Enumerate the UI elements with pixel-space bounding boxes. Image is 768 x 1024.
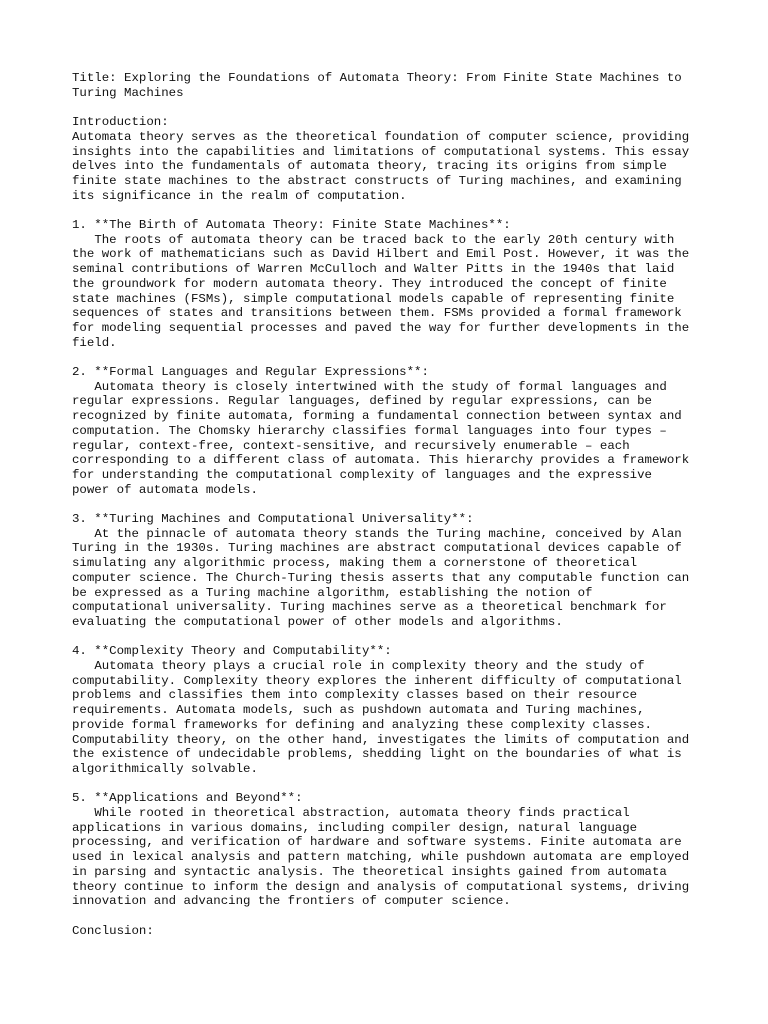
- conclusion-heading: Conclusion:: [72, 923, 154, 938]
- section-1-text: The roots of automata theory can be traced back to the early 20th century with the work of mathematicians such as David Hilbert and Emil Post. However, it was the seminal contributions of Warren McCulloch and Walter Pitts in the 1940s that laid the groundwork for modern automata theory. They introduced the concept of finite state machines (FSMs), simple computational models capable of representing finite sequences of states and transitions between them. FSMs provided a formal framework for modeling sequential processes and paved the way for further developments in the field.: [72, 232, 690, 350]
- introduction-section: [72, 115, 702, 203]
- section-3-text: At the pinnacle of automata theory stands the Turing machine, conceived by Alan Turing in the 1930s. Turing machines are abstract computational devices capable of simulating any algorithmic process, making them a cornerstone of theoretical computer science. The Church-Turing thesis asserts that any computable function can be expressed as a Turing machine algorithm, establishing the notion of computational universality. Turing machines serve as a theoretical benchmark for evaluating the computational power of other models and algorithms.: [72, 526, 690, 629]
- introduction-heading: Introduction:: [72, 115, 169, 130]
- section-5-heading: 5. **Applications and Beyond**:: [72, 791, 303, 806]
- section-4: [72, 644, 702, 776]
- section-4-heading: 4. **Complexity Theory and Computability**:: [72, 644, 392, 659]
- document-title: Title: Exploring the Foundations of Automata Theory: From Finite State Machines to Turing Machines: [72, 71, 682, 100]
- section-3-heading: 3. **Turing Machines and Computational Universality**:: [72, 512, 474, 527]
- section-1: [72, 218, 702, 350]
- section-5-text: While rooted in theoretical abstraction, automata theory finds practical applications in various domains, including compiler design, natural language processing, and verification of hardware and software systems. Finite automata are used in lexical analysis and pattern matching, while pushdown automata are employed in parsing and syntactic analysis. The theoretical insights gained from automata theory continue to inform the design and analysis of computational systems, driving innovation and advancing the frontiers of computer science.: [72, 806, 690, 909]
- section-2-heading: 2. **Formal Languages and Regular Expressions**:: [72, 365, 429, 380]
- section-5: [72, 791, 702, 909]
- section-2-text: Automata theory is closely intertwined with the study of formal languages and regular expressions. Regular languages, defined by regular expressions, can be recognized by finite automata, forming a fundamental connection between syntax and computation. The Chomsky hierarchy classifies formal languages into four types – regular, context-free, context-sensitive, and recursively enumerable – each corresponding to a different class of automata. This hierarchy provides a framework for understanding the computational complexity of languages and the expressive power of automata models.: [72, 379, 690, 497]
- section-2: [72, 365, 702, 497]
- section-3: [72, 512, 702, 630]
- introduction-text: Automata theory serves as the theoretical foundation of computer science, providing insights into the capabilities and limitations of computational systems. This essay delves into the fundamentals of automata theory, tracing its origins from simple finite state machines to the abstract constructs of Turing machines, and examining its significance in the realm of computation.: [72, 129, 690, 203]
- section-4-text: Automata theory plays a crucial role in complexity theory and the study of computability. Complexity theory explores the inherent difficulty of computational problems and classifies them into complexity classes based on their resource requirements. Automata models, such as pushdown automata and Turing machines, provide formal frameworks for defining and analyzing these complexity classes. Computability theory, on the other hand, investigates the limits of computation and the existence of undecidable problems, shedding light on the boundaries of what is algorithmically solvable.: [72, 659, 690, 776]
- section-1-heading: 1. **The Birth of Automata Theory: Finite State Machines**:: [72, 218, 511, 232]
- document-page: [72, 71, 702, 938]
